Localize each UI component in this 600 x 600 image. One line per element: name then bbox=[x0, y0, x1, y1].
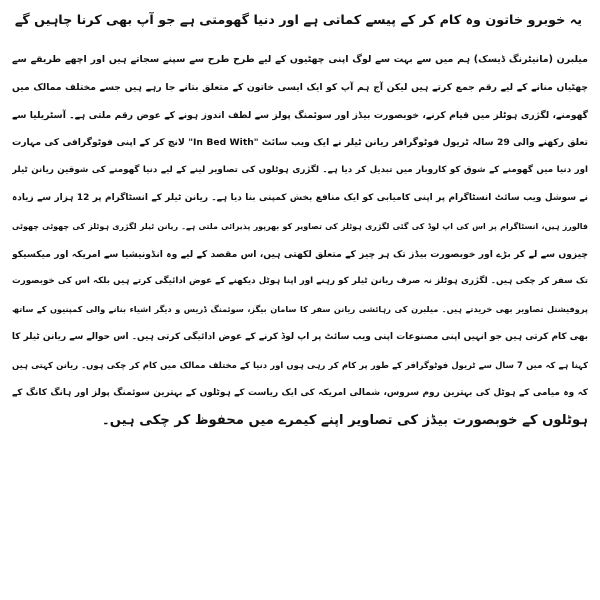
article bbox=[12, 10, 588, 590]
body-line: تعلق رکھنے والی 29 سالہ ٹریول فوٹوگرافر ریانن ٹیلر نے ایک ویب سائٹ "In Bed With" لانچ کر کے اپنی فوٹوگرافی کی مہارت bbox=[12, 137, 588, 149]
article-headline: یہ خوبرو خاتون وہ کام کر کے پیسے کماتی ہے اور دنیا گھومتی ہے جو آپ بھی کرنا چاہیں گے bbox=[14, 13, 582, 28]
body-line: اور دنیا میں گھومنے کے شوق کو کاروبار میں تبدیل کر دیا ہے۔ لگژری ہوٹلوں کی تصاویر لینے کے لیے دنیا گھومنے کی شوقین ریانن ٹیلر bbox=[12, 165, 588, 176]
body-line: میلبرن (مانیٹرنگ ڈیسک) ہم میں سے بہت سے لوگ اپنی چھٹیوں کے لیے طرح طرح سے سپنے سجاتے ہیں اور اچھے طریقے سے bbox=[12, 54, 588, 65]
body-line: نے سوشل ویب سائٹ انسٹاگرام پر اپنی کامیابی کو ایک منافع بخش کمپنی بنا دیا ہے۔ ریانن ٹیلر کے انسٹاگرام پر 12 ہزار سے زیادہ bbox=[12, 192, 588, 203]
article-body bbox=[12, 46, 588, 435]
body-line: چھٹیاں منانے کے لیے رقم جمع کرتے ہیں لیکن آج ہم آپ کو ایک ایسی خاتون کے متعلق بتانے جا رہے ہیں جسے مختلف ممالک میں bbox=[12, 81, 588, 93]
body-line: فالورز ہیں، انسٹاگرام پر اس کی اپ لوڈ کی گئی لگژری ہوٹلز کی تصاویر کو بھرپور پذیرائی ملتی ہے۔ ریانن ٹیلر لگژری ہوٹلز کی چھوٹی چھوٹی bbox=[12, 221, 588, 231]
body-line: ہوٹلوں کے خوبصورت بیڈز کی تصاویر اپنے کیمرے میں محفوظ کر چکی ہیں۔ bbox=[101, 413, 588, 429]
body-line: چیزوں سے لے کر بڑے اور خوبصورت بیڈز تک ہر چیز کے متعلق لکھتی ہیں، اس مقصد کے لیے وہ انڈونیشیا سے امریکہ اور میکسیکو bbox=[12, 248, 588, 260]
body-line: بھی کام کرتی ہیں جو انہیں اپنی مصنوعات اپنی ویب سائٹ پر اپ لوڈ کرنے کے عوض ادائیگی کرتی ہیں۔ اس حوالے سے ریانن ٹیلر کا bbox=[12, 331, 588, 342]
body-line: کہ وہ میامی کے ہوٹل کی بہترین روم سروس، شمالی امریکہ کی ایک ریاست کے ہوٹلوں کے بہترین سوئمنگ پولز اور ہانگ کانگ کے bbox=[12, 387, 588, 398]
body-line: گھومنے، لگژری ہوٹلز میں قیام کرنے، خوبصورت بیڈز اور سوئمنگ پولز سے لطف اندوز ہونے کے عوض رقم ملتی ہے۔ آسٹریلیا سے bbox=[12, 109, 588, 121]
body-line: پروفیشنل تصاویر بھی خریدتے ہیں۔ میلبرن کی رہائشی ریانن سفر کا سامان بیگز، سوئمنگ ڈریس و دیگر اشیاء بنانے والی کمپنیوں کے ساتھ bbox=[12, 304, 588, 315]
body-line: کہنا ہے کہ میں 7 سال سے ٹریول فوٹوگرافر کے طور پر کام کر رہی ہوں اور دنیا کے مختلف ممالک میں کام کر چکی ہوں۔ ریانن کہتی ہیں bbox=[12, 359, 588, 370]
body-line: تک سفر کر چکی ہیں۔ لگژری ہوٹلز نہ صرف ریانن ٹیلر کو رہنے اور اپنا ہوٹل دیکھنے کے عوض ادائیگی کرتے ہیں بلکہ اس کی خوبصورت bbox=[12, 276, 588, 287]
